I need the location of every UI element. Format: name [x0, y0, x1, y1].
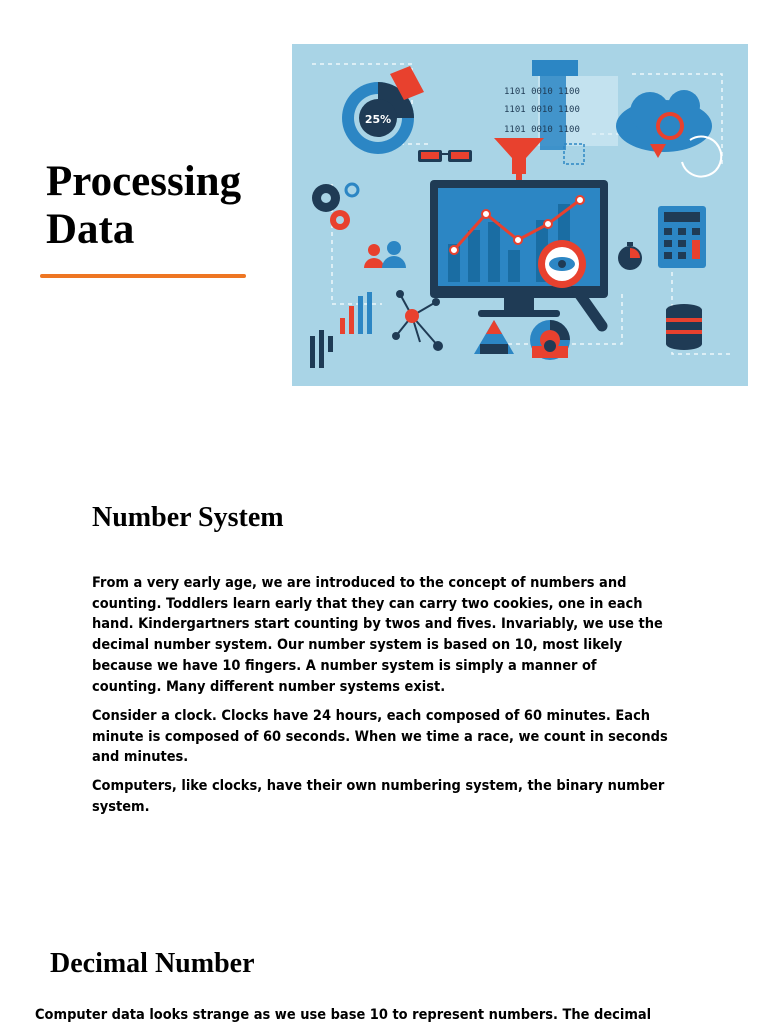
binary-row: 1101 0010 1100: [504, 105, 580, 115]
paragraph: Computer data looks strange as we use base 10 to represent numbers. The decimal: [35, 1007, 652, 1023]
calculator-icon: [658, 206, 706, 268]
database-icon: [666, 304, 702, 350]
section-heading-decimal-number: Decimal Number: [50, 948, 255, 979]
binary-row: 1101 0010 1100: [504, 125, 580, 135]
data-processing-illustration: [292, 44, 748, 386]
paragraph: Consider a clock. Clocks have 24 hours, each composed of 60 minutes. Each minute is composed of 60 seconds. When we time a race, we count in seconds and minutes.: [92, 708, 668, 766]
pie-percent-label: 25%: [364, 113, 392, 126]
page-title: Processing Data: [46, 158, 242, 253]
binary-row: 1101 0010 1100: [504, 87, 580, 97]
title-underline: [40, 274, 246, 278]
section-heading-number-system: Number System: [92, 502, 284, 533]
donut-chart-icon: [530, 320, 570, 360]
paragraph: From a very early age, we are introduced to the concept of numbers and counting. Toddlers learn early that they can carry two cookies, one in each hand. Kindergartners start counting by twos and fives. Invariably, we use the decimal number system. Our number system is based on 10, most likely because we have 10 fingers. A number system is simply a manner of counting. Many different number systems exist.: [92, 575, 663, 695]
paragraph: Computers, like clocks, have their own numbering system, the binary number system.: [92, 778, 665, 815]
